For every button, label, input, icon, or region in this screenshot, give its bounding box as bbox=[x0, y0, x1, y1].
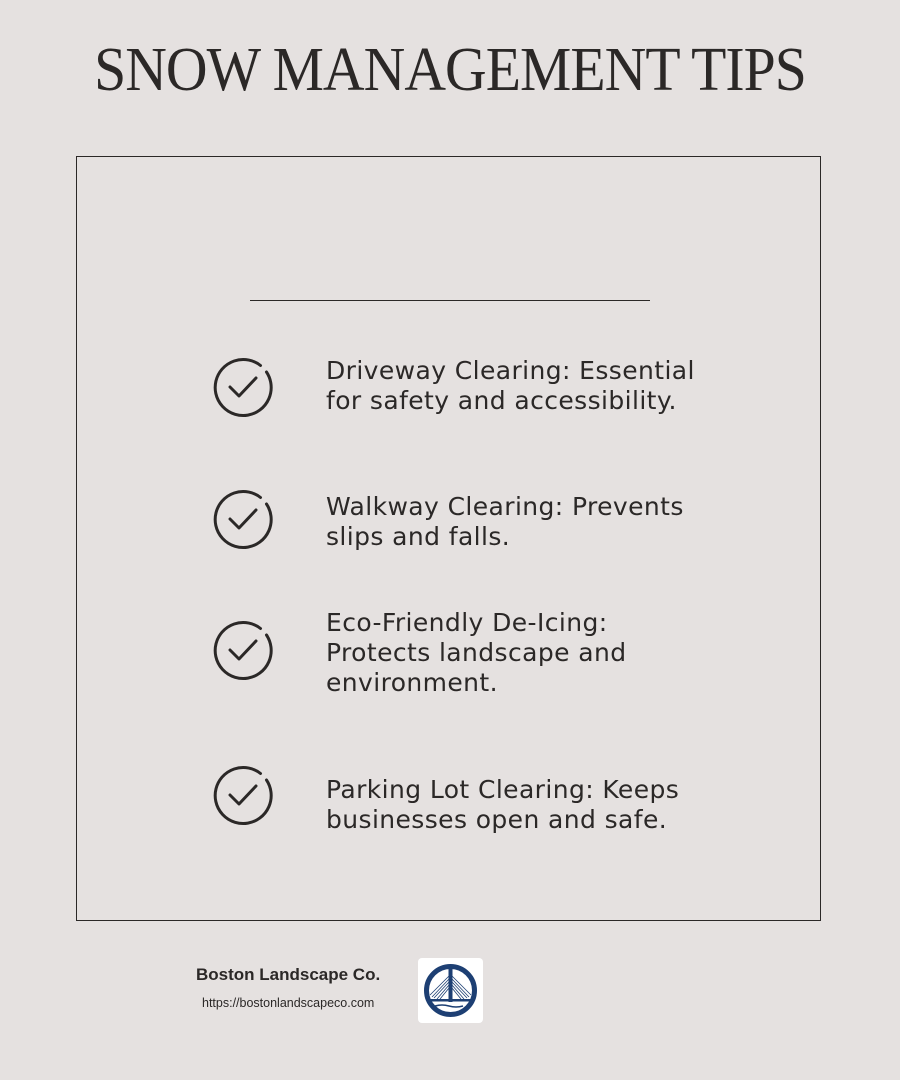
tip-text bbox=[326, 492, 726, 552]
tip-text-line: Walkway Clearing: Prevents bbox=[326, 492, 684, 521]
tip-text-line: for safety and accessibility. bbox=[326, 386, 677, 415]
tip-text-line: businesses open and safe. bbox=[326, 805, 668, 834]
check-circle-icon bbox=[212, 764, 274, 826]
company-name: Boston Landscape Co. bbox=[196, 965, 381, 984]
check-circle-icon bbox=[212, 619, 274, 681]
check-circle-icon bbox=[212, 488, 274, 550]
tip-text-line: Protects landscape and bbox=[326, 638, 627, 667]
tip-text-line: Parking Lot Clearing: Keeps bbox=[326, 775, 680, 804]
bridge-logo-icon bbox=[418, 958, 483, 1023]
tip-text bbox=[326, 608, 726, 698]
tip-text bbox=[326, 775, 726, 835]
tip-text-line: slips and falls. bbox=[326, 522, 511, 551]
tip-text-line: Driveway Clearing: Essential bbox=[326, 356, 695, 385]
page-title: SNOW MANAGEMENT TIPS bbox=[94, 36, 806, 104]
company-url[interactable]: https://bostonlandscapeco.com bbox=[202, 996, 375, 1010]
tip-text bbox=[326, 356, 726, 416]
divider-line bbox=[250, 300, 650, 301]
tip-text-line: Eco-Friendly De-Icing: bbox=[326, 608, 608, 637]
check-circle-icon bbox=[212, 356, 274, 418]
tip-text-line: environment. bbox=[326, 668, 498, 697]
